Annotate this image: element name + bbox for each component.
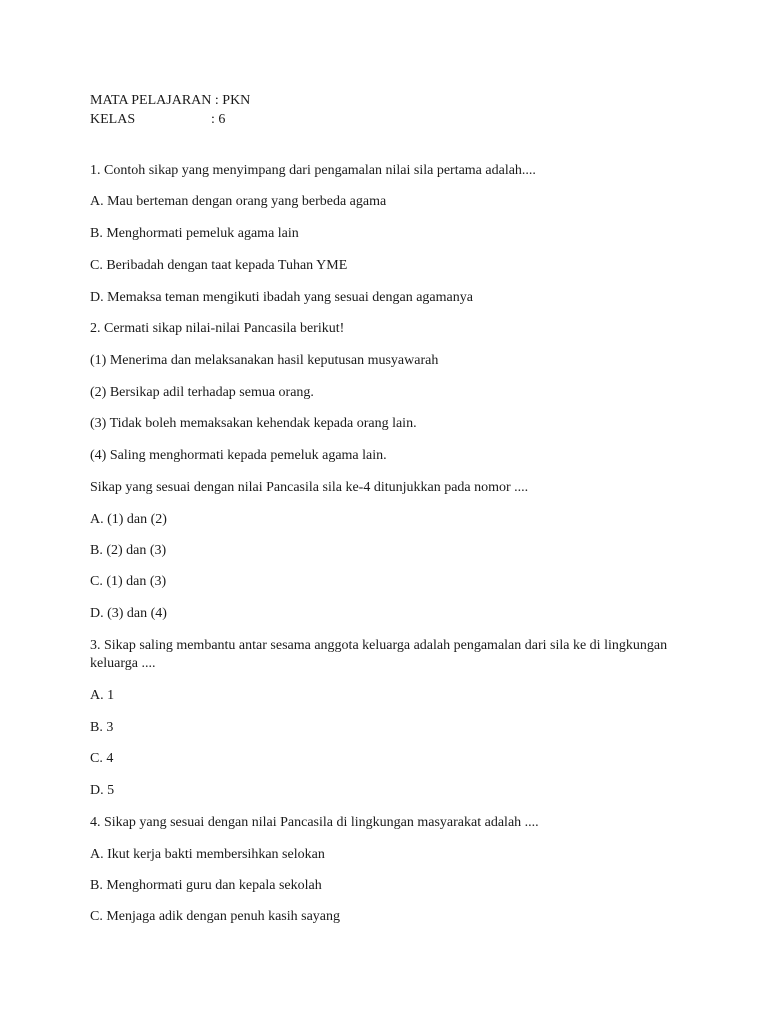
subject-heading: MATA PELAJARAN : PKN (90, 93, 251, 108)
question-4-option-a: A. Ikut kerja bakti membersihkan selokan (90, 847, 325, 862)
question-4-option-b: B. Menghormati guru dan kepala sekolah (90, 878, 322, 893)
class-value: : 6 (211, 112, 226, 127)
question-2-statement-3: (3) Tidak boleh memaksakan kehendak kepada orang lain. (90, 416, 417, 431)
question-2-option-c: C. (1) dan (3) (90, 574, 167, 589)
question-4-option-c: C. Menjaga adik dengan penuh kasih sayang (90, 909, 340, 924)
question-2-statement-2: (2) Bersikap adil terhadap semua orang. (90, 385, 314, 400)
question-4-text: 4. Sikap yang sesuai dengan nilai Pancasila di lingkungan masyarakat adalah .... (90, 815, 539, 830)
question-3-text: 3. Sikap saling membantu antar sesama anggota keluarga adalah pengamalan dari sila ke di lingkungan keluarga .... (90, 638, 668, 671)
question-2-option-d: D. (3) dan (4) (90, 606, 167, 621)
question-2-statement-4: (4) Saling menghormati kepada pemeluk agama lain. (90, 448, 387, 463)
question-3-option-c: C. 4 (90, 751, 114, 766)
question-3-option-d: D. 5 (90, 783, 115, 798)
class-heading (90, 111, 678, 129)
question-1-text: 1. Contoh sikap yang menyimpang dari pengamalan nilai sila pertama adalah.... (90, 163, 536, 178)
question-2-statement-1: (1) Menerima dan melaksanakan hasil keputusan musyawarah (90, 353, 439, 368)
question-3-option-a: A. 1 (90, 688, 115, 703)
question-1-option-a: A. Mau berteman dengan orang yang berbeda agama (90, 194, 387, 209)
question-2-text: 2. Cermati sikap nilai-nilai Pancasila berikut! (90, 321, 345, 336)
question-1-option-b: B. Menghormati pemeluk agama lain (90, 226, 299, 241)
question-1-option-d: D. Memaksa teman mengikuti ibadah yang sesuai dengan agamanya (90, 290, 473, 305)
question-1-option-c: C. Beribadah dengan taat kepada Tuhan YME (90, 258, 348, 273)
question-3-option-b: B. 3 (90, 720, 114, 735)
class-label: KELAS (90, 112, 136, 127)
question-2-option-a: A. (1) dan (2) (90, 512, 167, 527)
question-2-option-b: B. (2) dan (3) (90, 543, 167, 558)
question-2-prompt: Sikap yang sesuai dengan nilai Pancasila sila ke-4 ditunjukkan pada nomor .... (90, 480, 529, 495)
